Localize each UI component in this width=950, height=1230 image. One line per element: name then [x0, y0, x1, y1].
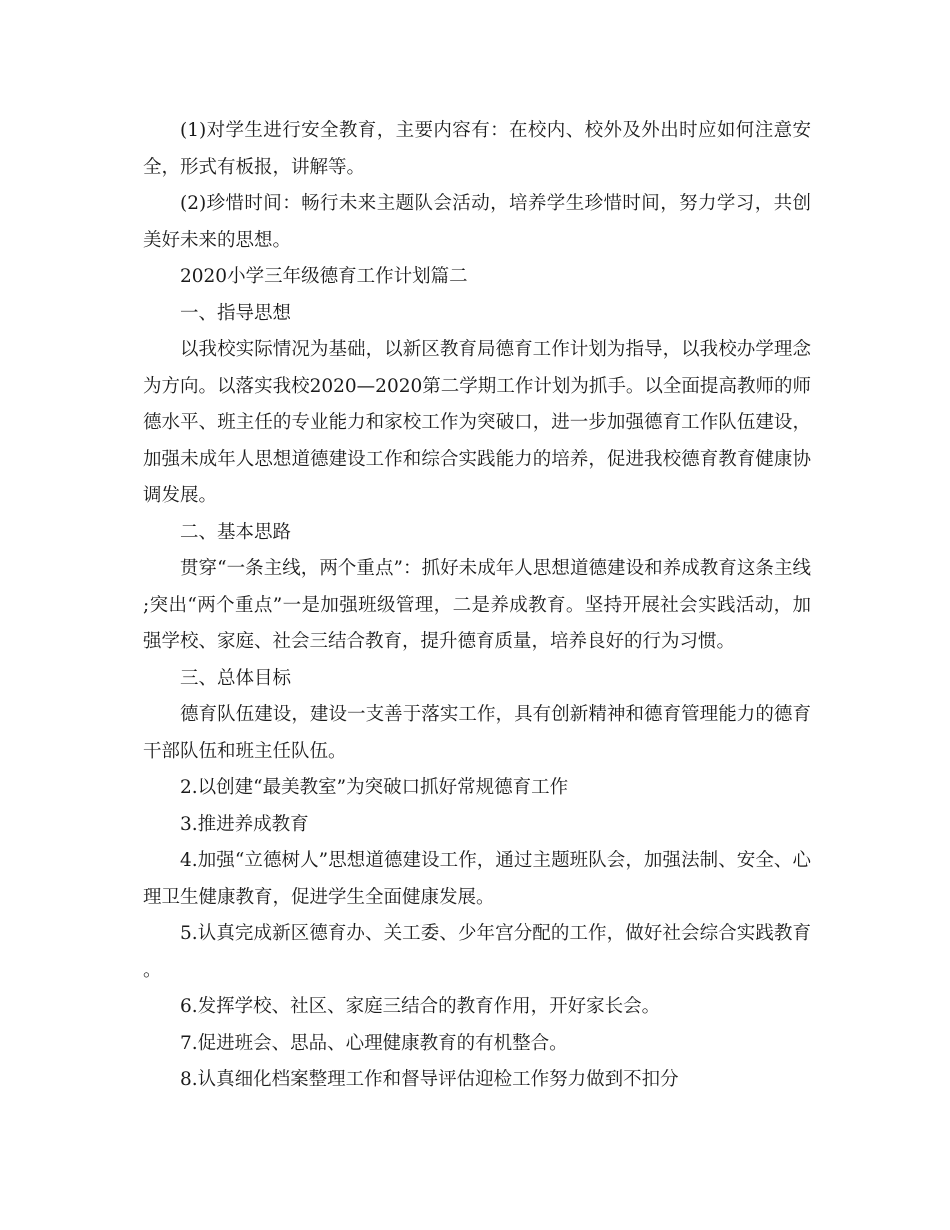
section-title: 2020小学三年级德育工作计划篇二 [180, 266, 468, 287]
heading-overall-goals: 三、总体目标 [180, 667, 292, 689]
list-item-7: 7.促进班会、思品、心理健康教育的有机整合。 [180, 1032, 568, 1054]
document-body [143, 113, 811, 1099]
paragraph-cherish-time: (2)珍惜时间：畅行未来主题队会活动，培养学生珍惜时间，努力学习，共创美好未来的思想。 [143, 193, 811, 251]
list-item-2: 2.以创建“最美教室”为突破口抓好常规德育工作 [180, 777, 569, 798]
paragraph-team-building: 德育队伍建设，建设一支善于落实工作，具有创新精神和德育管理能力的德育干部队伍和班主任队伍。 [143, 704, 811, 762]
paragraph-guiding-ideology: 以我校实际情况为基础，以新区教育局德育工作计划为指导，以我校办学理念为方向。以落实我校2020—2020第二学期工作计划为抓手。以全面提高教师的师德水平、班主任的专业能力和家校工作为突破口，进一步加强德育工作队伍建设，加强未成年人思想道德建设工作和综合实践能力的培养，促进我校德育教育健康协调发展。 [143, 339, 811, 506]
list-item-5: 5.认真完成新区德育办、关工委、少年宫分配的工作，做好社会综合实践教育。 [143, 923, 811, 981]
list-item-8: 8.认真细化档案整理工作和督导评估迎检工作努力做到不扣分 [180, 1069, 679, 1090]
heading-guiding-ideology: 一、指导思想 [180, 302, 292, 324]
paragraph-safety-education: (1)对学生进行安全教育，主要内容有：在校内、校外及外出时应如何注意安全，形式有板报，讲解等。 [143, 120, 811, 178]
list-item-3: 3.推进养成教育 [180, 813, 309, 835]
paragraph-basic-approach: 贯穿“一条主线，两个重点”：抓好未成年人思想道德建设和养成教育这条主线;突出“两个重点”一是加强班级管理，二是养成教育。坚持开展社会实践活动，加强学校、家庭、社会三结合教育，提升德育质量，培养良好的行为习惯。 [143, 558, 811, 652]
heading-basic-approach: 二、基本思路 [180, 521, 292, 543]
list-item-4: 4.加强“立德树人”思想道德建设工作，通过主题班队会，加强法制、安全、心理卫生健康教育，促进学生全面健康发展。 [143, 850, 811, 908]
list-item-6: 6.发挥学校、社区、家庭三结合的教育作用，开好家长会。 [180, 996, 661, 1017]
